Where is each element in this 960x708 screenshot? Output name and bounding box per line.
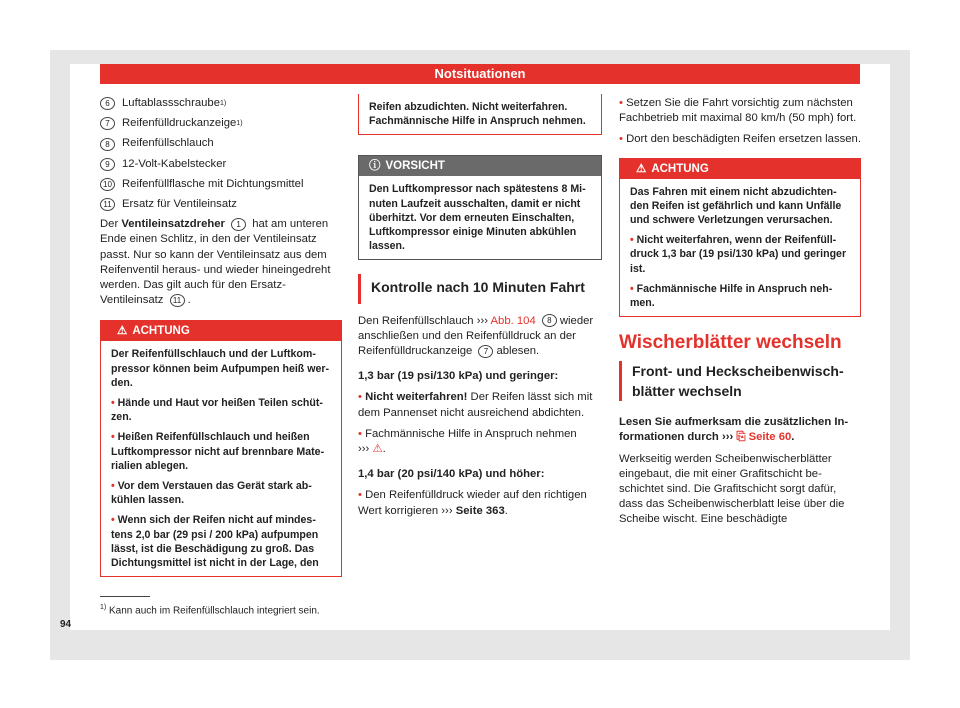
bullet-bold: Nicht weiterfahren!: [365, 391, 468, 404]
legend-item: [100, 136, 342, 151]
warning-continuation: Reifen abzudichten. Nicht weiterfahren. Fachmännische Hilfe in Anspruch nehmen.: [358, 94, 602, 135]
bullet-text: Hände und Haut vor heißen Teilen schützen.: [111, 397, 323, 424]
text-span: ablesen.: [496, 345, 540, 358]
link-arrows: ›››: [441, 504, 453, 517]
legend-text: Luftablassschraube: [122, 97, 220, 109]
warning-body: [101, 341, 341, 576]
link-arrows: ›››: [358, 443, 370, 456]
callout-number: 6: [100, 97, 115, 110]
legend-item: [100, 177, 342, 192]
bullet-text: Der Reifen lässt sich mit dem Pannenset nicht ausreichend abdichten.: [358, 391, 593, 419]
bullet-icon: •: [111, 480, 118, 493]
warning-bullet: [111, 513, 331, 570]
legend-item: [100, 157, 342, 172]
callout-number: 11: [170, 294, 185, 307]
bullet-item: [358, 390, 602, 420]
bullet-icon: •: [619, 133, 627, 146]
column-right: [619, 96, 861, 534]
caution-box: [358, 155, 602, 260]
legend-text: Ersatz für Ventileinsatz: [122, 198, 237, 211]
bullet-text: Den Reifenfülldruck wieder auf den richtigen Wert korrigieren: [358, 489, 587, 517]
column-left: [100, 96, 342, 587]
page-link[interactable]: Seite 60: [748, 431, 792, 444]
callout-number: 1: [231, 218, 246, 231]
read-note: Lesen Sie aufmerksam die zusätzlichen Informationen durch ››› ⎘ Seite 60.: [619, 416, 849, 444]
bullet-icon: •: [358, 489, 366, 502]
warning-bullet: [111, 430, 331, 473]
paragraph: Werkseitig werden Scheibenwischerblätter eingebaut, die mit einer Grafitschicht beschichtet sind. Die Grafitschicht sorgt dafür, dass das Scheibenwischerblatt leise über die Scheibe wischt. Eine beschädigte: [619, 452, 845, 526]
footnote-divider: [100, 596, 150, 597]
warning-triangle-icon: ⚠: [117, 325, 128, 338]
warning-intro: Das Fahren mit einem nicht abzudichtenden Reifen ist gefährlich und kann Unfälle und schwere Verletzungen verursachen.: [630, 185, 842, 227]
warning-title: ACHTUNG: [132, 325, 190, 338]
text-span: wieder anschließen und den Reifenfülldruck an der Reifenfülldruckanzeige: [358, 314, 594, 358]
text-span: Den Reifenfüllschlauch: [358, 314, 474, 327]
valve-paragraph: [100, 217, 342, 308]
legend-item: [100, 116, 342, 131]
callout-number: 11: [100, 198, 115, 211]
section-title: Kontrolle nach 10 Minuten Fahrt: [358, 274, 602, 303]
warning-box: [100, 320, 342, 577]
bullet-icon: •: [358, 391, 366, 404]
warning-bullet: [630, 233, 850, 276]
bullet-item: • Den Reifenfülldruck wieder auf den richtigen Wert korrigieren ››› Seite 363.: [358, 489, 587, 517]
bullet-text: Dort den beschädigten Reifen ersetzen lassen.: [626, 133, 861, 146]
legend-item: [100, 96, 342, 111]
subheading: 1,4 bar (20 psi/140 kPa) und höher:: [358, 468, 545, 481]
callout-number: 9: [100, 158, 115, 171]
text-span: hat am unteren Ende einen Schlitz, in den der Ventileinsatz passt. Nur so kann der Ventileinsatz aus dem Reifenventil heraus- und wieder hineingedreht werden. Das gilt auch für den Ersatz-Ventileinsatz: [100, 218, 331, 307]
warning-intro: Der Reifenfüllschlauch und der Luftkompressor können beim Aufpumpen heiß werden.: [111, 348, 329, 389]
callout-number: 8: [100, 138, 115, 151]
page-number: 94: [60, 619, 72, 630]
bullet-item: [619, 96, 861, 126]
bullet-icon: •: [630, 282, 637, 295]
bullet-text: Wenn sich der Reifen nicht auf mindestens 2,0 bar (29 psi / 200 kPa) aufpumpen lässt, ist die Beschädigung zu groß. Das Dichtungsmittel ist nicht in der Lage, den: [111, 514, 319, 570]
legend-item: [100, 197, 342, 212]
text-span: .: [187, 294, 191, 307]
warning-triangle-icon[interactable]: ⚠: [372, 443, 383, 456]
warning-header: [101, 321, 341, 341]
bullet-icon: •: [619, 97, 627, 109]
footnote-mark: 1): [100, 604, 107, 611]
caution-header: [359, 156, 601, 176]
paragraph: [358, 314, 602, 360]
footnote-ref: 1): [219, 100, 227, 107]
link-arrows: ›››: [721, 431, 734, 444]
figure-link[interactable]: Abb. 104: [490, 314, 536, 327]
legend-text: 12-Volt-Kabelstecker: [122, 157, 227, 170]
chapter-heading: Wischerblätter wechseln: [619, 332, 842, 354]
bullet-text: Setzen Sie die Fahrt vorsichtig zum nächsten Fachbetrieb mit maximal 80 km/h (50 mph) fort.: [619, 97, 857, 125]
callout-number: 10: [100, 178, 115, 191]
callout-number: 8: [542, 314, 557, 327]
text-span: Der: [100, 218, 122, 231]
bullet-icon: •: [111, 431, 118, 444]
legend-text: Reifenfülldruckanzeige: [122, 117, 237, 130]
callout-number: 7: [100, 117, 115, 130]
bullet-item: [619, 132, 861, 147]
subheading: 1,3 bar (19 psi/130 kPa) und geringer:: [358, 370, 559, 383]
legend-text: Reifenfüllschlauch: [122, 137, 214, 150]
info-circle-icon: ⓘ: [369, 160, 381, 173]
warning-body: [620, 179, 860, 317]
warning-box: [619, 158, 861, 318]
bullet-icon: •: [111, 514, 118, 527]
footnote: [100, 604, 320, 616]
bullet-text: Nicht weiterfahren, wenn der Reifenfülldruck 1,3 bar (19 psi/130 kPa) und geringer ist.: [630, 234, 847, 275]
section-header: Notsituationen: [100, 64, 860, 84]
bullet-text: Fachmännische Hilfe in Anspruch nehmen: [365, 427, 577, 440]
page-link[interactable]: Seite 363: [455, 504, 505, 517]
footnote-ref: 1): [236, 120, 243, 128]
bullet-text: Heißen Reifenfüllschlauch und heißen Luftkompressor nicht auf brennbare Materialien ablegen.: [111, 431, 325, 472]
section-heading: Front- und Heckscheibenwischblätter wechseln: [619, 361, 861, 401]
bullet-text: Fachmännische Hilfe in Anspruch nehmen.: [630, 282, 833, 310]
bullet-item: • Fachmännische Hilfe in Anspruch nehmen ››› ⚠.: [358, 427, 577, 456]
link-arrows: ›››: [476, 314, 488, 327]
caution-title: VORSICHT: [385, 160, 445, 173]
bullet-icon: •: [358, 427, 366, 440]
bullet-icon: •: [111, 397, 118, 410]
column-middle: [358, 96, 602, 525]
warning-triangle-icon: ⚠: [636, 162, 647, 175]
caution-body: Den Luftkompressor nach spätestens 8 Minuten Laufzeit ausschalten, damit er nicht überhitzt. Vor dem erneuten Einschalten, Luftkompressor einige Minuten abkühlen lassen.: [369, 183, 586, 253]
bullet-text: Vor dem Verstauen das Gerät stark abkühlen lassen.: [111, 480, 312, 507]
callout-number: 7: [478, 345, 493, 358]
legend-text: Reifenfüllflasche mit Dichtungsmittel: [122, 177, 304, 190]
bullet-icon: •: [630, 234, 637, 247]
term-bold: Ventileinsatzdreher: [121, 218, 225, 231]
warning-bullet: [111, 396, 331, 424]
warning-bullet: [630, 282, 850, 310]
text-span: Lesen Sie aufmerksam die zusätzlichen Informationen durch: [619, 416, 849, 444]
footnote-text: Kann auch im Reifenfüllschlauch integriert sein.: [109, 605, 320, 617]
book-icon: ⎘: [736, 431, 746, 444]
warning-title: ACHTUNG: [651, 162, 709, 175]
warning-header: [620, 159, 860, 179]
warning-bullet: [111, 479, 331, 507]
